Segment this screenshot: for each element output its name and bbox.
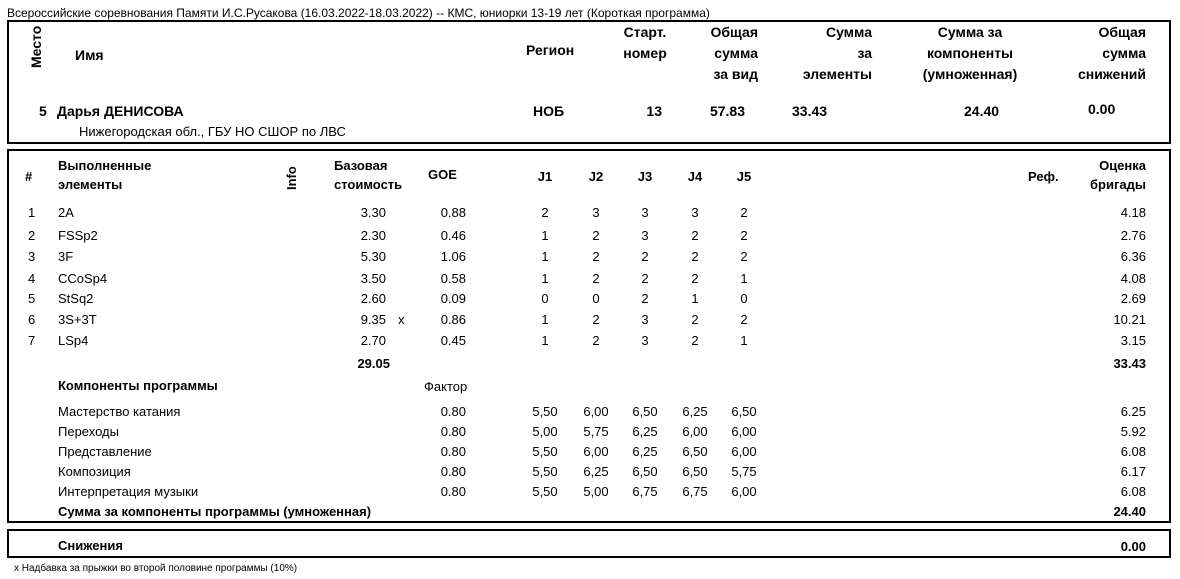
- element-judge-score: 2: [541, 205, 549, 220]
- element-goe: 0.09: [440, 291, 466, 306]
- element-name: CCoSp4: [58, 271, 108, 286]
- component-judge-score: 5,50: [532, 484, 558, 499]
- element-num: 6: [28, 312, 36, 327]
- component-judge-score: 6,50: [731, 404, 757, 419]
- component-factor: 0.80: [440, 424, 466, 439]
- component-judge-score: 6,25: [682, 404, 708, 419]
- element-num: 5: [28, 291, 36, 306]
- component-score: 5.92: [1120, 424, 1146, 439]
- element-judge-score: 2: [691, 249, 699, 264]
- element-judge-score: 3: [641, 333, 649, 348]
- element-panel-score: 10.21: [1113, 312, 1146, 327]
- skater-club: Нижегородская обл., ГБУ НО СШОР по ЛВС: [79, 124, 346, 139]
- component-name: Переходы: [58, 424, 119, 439]
- skater-elements-total: 33.43: [792, 103, 828, 119]
- element-base-value: 9.35: [360, 312, 386, 327]
- element-goe: 0.86: [440, 312, 466, 327]
- element-num: 7: [28, 333, 36, 348]
- component-factor: 0.80: [440, 464, 466, 479]
- component-judge-score: 6,00: [583, 444, 609, 459]
- element-judge-score: 2: [641, 291, 649, 306]
- element-goe: 0.45: [440, 333, 466, 348]
- factor-header: Фактор: [424, 379, 468, 394]
- components-title: Компоненты программы: [58, 378, 218, 393]
- total-segment-header: Общая сумма за вид: [710, 24, 758, 82]
- panel-score-header: Оценка бригады: [1090, 158, 1146, 192]
- element-goe: 1.06: [440, 249, 466, 264]
- element-num: 3: [28, 249, 36, 264]
- element-base-value: 2.60: [360, 291, 386, 306]
- element-judge-score: 2: [691, 228, 699, 243]
- j3-header: J3: [637, 169, 653, 184]
- element-judge-score: 0: [592, 291, 600, 306]
- skater-region: НОБ: [533, 103, 565, 119]
- element-base-value: 2.70: [360, 333, 386, 348]
- element-judge-score: 3: [691, 205, 699, 220]
- element-judge-score: 2: [592, 249, 600, 264]
- base-value-header: Базовая стоимость: [334, 158, 403, 192]
- element-bonus-mark: x: [398, 312, 405, 327]
- element-judge-score: 2: [740, 228, 748, 243]
- executed-elements-header: Выполненные элементы: [58, 158, 152, 192]
- element-judge-score: 3: [641, 312, 649, 327]
- element-judge-score: 3: [641, 228, 649, 243]
- element-judge-score: 3: [592, 205, 600, 220]
- component-score: 6.17: [1120, 464, 1146, 479]
- component-judge-score: 5,50: [532, 464, 558, 479]
- info-header: Info: [284, 166, 299, 190]
- element-judge-score: 1: [740, 333, 748, 348]
- element-judge-score: 2: [740, 205, 748, 220]
- component-judge-score: 6,75: [632, 484, 658, 499]
- component-judge-score: 6,50: [632, 464, 658, 479]
- element-num: 1: [28, 205, 36, 220]
- element-panel-score: 4.08: [1120, 271, 1146, 286]
- component-name: Представление: [58, 444, 152, 459]
- element-panel-score: 6.36: [1120, 249, 1146, 264]
- element-base-value: 3.50: [360, 271, 386, 286]
- element-judge-score: 1: [541, 228, 549, 243]
- element-panel-score: 2.76: [1120, 228, 1146, 243]
- element-judge-score: 2: [641, 249, 649, 264]
- component-judge-score: 5,75: [583, 424, 609, 439]
- region-header: Регион: [526, 42, 575, 58]
- element-goe: 0.58: [440, 271, 466, 286]
- component-judge-score: 6,25: [632, 444, 658, 459]
- goe-header: GOE: [428, 167, 457, 182]
- element-judge-score: 0: [740, 291, 748, 306]
- num-header: #: [25, 169, 33, 184]
- element-judge-score: 2: [592, 333, 600, 348]
- component-judge-score: 6,50: [682, 444, 708, 459]
- element-panel-score: 4.18: [1120, 205, 1146, 220]
- skater-place: 5: [39, 103, 47, 119]
- element-base-value: 5.30: [360, 249, 386, 264]
- j4-header: J4: [687, 169, 703, 184]
- element-judge-score: 2: [740, 249, 748, 264]
- component-judge-score: 6,00: [583, 404, 609, 419]
- component-factor: 0.80: [440, 444, 466, 459]
- skater-name: Дарья ДЕНИСОВА: [57, 103, 184, 119]
- component-judge-score: 5,00: [583, 484, 609, 499]
- element-name: FSSp2: [58, 228, 98, 243]
- element-name: LSp4: [58, 333, 89, 348]
- j1-header: J1: [537, 169, 553, 184]
- element-base-value: 2.30: [360, 228, 386, 243]
- element-name: 3F: [58, 249, 74, 264]
- element-judge-score: 2: [592, 271, 600, 286]
- elements-base-total: 29.05: [357, 356, 390, 371]
- element-judge-score: 2: [740, 312, 748, 327]
- component-judge-score: 6,25: [632, 424, 658, 439]
- component-score: 6.08: [1120, 444, 1146, 459]
- component-judge-score: 6,50: [632, 404, 658, 419]
- ref-header: Реф.: [1028, 169, 1059, 184]
- element-judge-score: 2: [691, 312, 699, 327]
- element-num: 2: [28, 228, 36, 243]
- component-judge-score: 6,75: [682, 484, 708, 499]
- component-judge-score: 5,50: [532, 444, 558, 459]
- element-base-value: 3.30: [360, 205, 386, 220]
- start-number-header: Старт. номер: [623, 24, 667, 61]
- elements-total-header: Сумма за элементы: [802, 24, 872, 82]
- element-judge-score: 1: [740, 271, 748, 286]
- skater-deductions-total: 0.00: [1088, 101, 1116, 117]
- component-judge-score: 5,50: [532, 404, 558, 419]
- element-panel-score: 3.15: [1120, 333, 1146, 348]
- element-judge-score: 2: [691, 333, 699, 348]
- component-judge-score: 5,75: [731, 464, 757, 479]
- element-judge-score: 2: [641, 271, 649, 286]
- component-name: Интерпретация музыки: [58, 484, 199, 499]
- component-factor: 0.80: [440, 404, 466, 419]
- element-judge-score: 2: [592, 228, 600, 243]
- element-goe: 0.46: [440, 228, 466, 243]
- element-judge-score: 2: [592, 312, 600, 327]
- component-judge-score: 6,00: [682, 424, 708, 439]
- element-name: 2A: [58, 205, 74, 220]
- element-judge-score: 1: [691, 291, 699, 306]
- element-judge-score: 2: [691, 271, 699, 286]
- event-title: Всероссийские соревнования Памяти И.С.Русакова (16.03.2022-18.03.2022) -- КМС, юниорки 13-19 лет (Короткая программа): [7, 6, 710, 20]
- component-score: 6.08: [1120, 484, 1146, 499]
- component-name: Мастерство катания: [58, 404, 181, 419]
- skater-start-number: 13: [646, 103, 662, 119]
- element-judge-score: 1: [541, 271, 549, 286]
- element-judge-score: 1: [541, 249, 549, 264]
- deductions-box: [7, 529, 1171, 558]
- component-judge-score: 6,00: [731, 444, 757, 459]
- deductions-label: Снижения: [58, 538, 123, 553]
- components-total-label: Сумма за компоненты программы (умноженная): [58, 504, 372, 519]
- component-judge-score: 6,50: [682, 464, 708, 479]
- component-judge-score: 6,00: [731, 424, 757, 439]
- j5-header: J5: [736, 169, 752, 184]
- element-judge-score: 0: [541, 291, 549, 306]
- component-name: Композиция: [58, 464, 131, 479]
- footnote: x Надбавка за прыжки во второй половине программы (10%): [14, 563, 298, 574]
- elements-score-total: 33.43: [1113, 356, 1146, 371]
- skater-components-total: 24.40: [964, 103, 1000, 119]
- j2-header: J2: [588, 169, 604, 184]
- element-judge-score: 1: [541, 333, 549, 348]
- component-factor: 0.80: [440, 484, 466, 499]
- components-total-header: Сумма за компоненты (умноженная): [922, 24, 1018, 82]
- component-judge-score: 5,00: [532, 424, 558, 439]
- skater-total-segment: 57.83: [709, 103, 745, 119]
- component-judge-score: 6,25: [583, 464, 609, 479]
- component-judge-score: 6,00: [731, 484, 757, 499]
- element-goe: 0.88: [440, 205, 466, 220]
- deductions-value: 0.00: [1120, 539, 1146, 554]
- components-total-value: 24.40: [1113, 504, 1146, 519]
- element-name: 3S+3T: [58, 312, 97, 327]
- deductions-total-header: Общая сумма снижений: [1077, 24, 1146, 82]
- element-num: 4: [28, 271, 36, 286]
- component-score: 6.25: [1120, 404, 1146, 419]
- name-header: Имя: [75, 47, 104, 63]
- place-header: Место: [28, 25, 44, 68]
- element-judge-score: 3: [641, 205, 649, 220]
- element-panel-score: 2.69: [1120, 291, 1146, 306]
- element-judge-score: 1: [541, 312, 549, 327]
- element-name: StSq2: [58, 291, 94, 306]
